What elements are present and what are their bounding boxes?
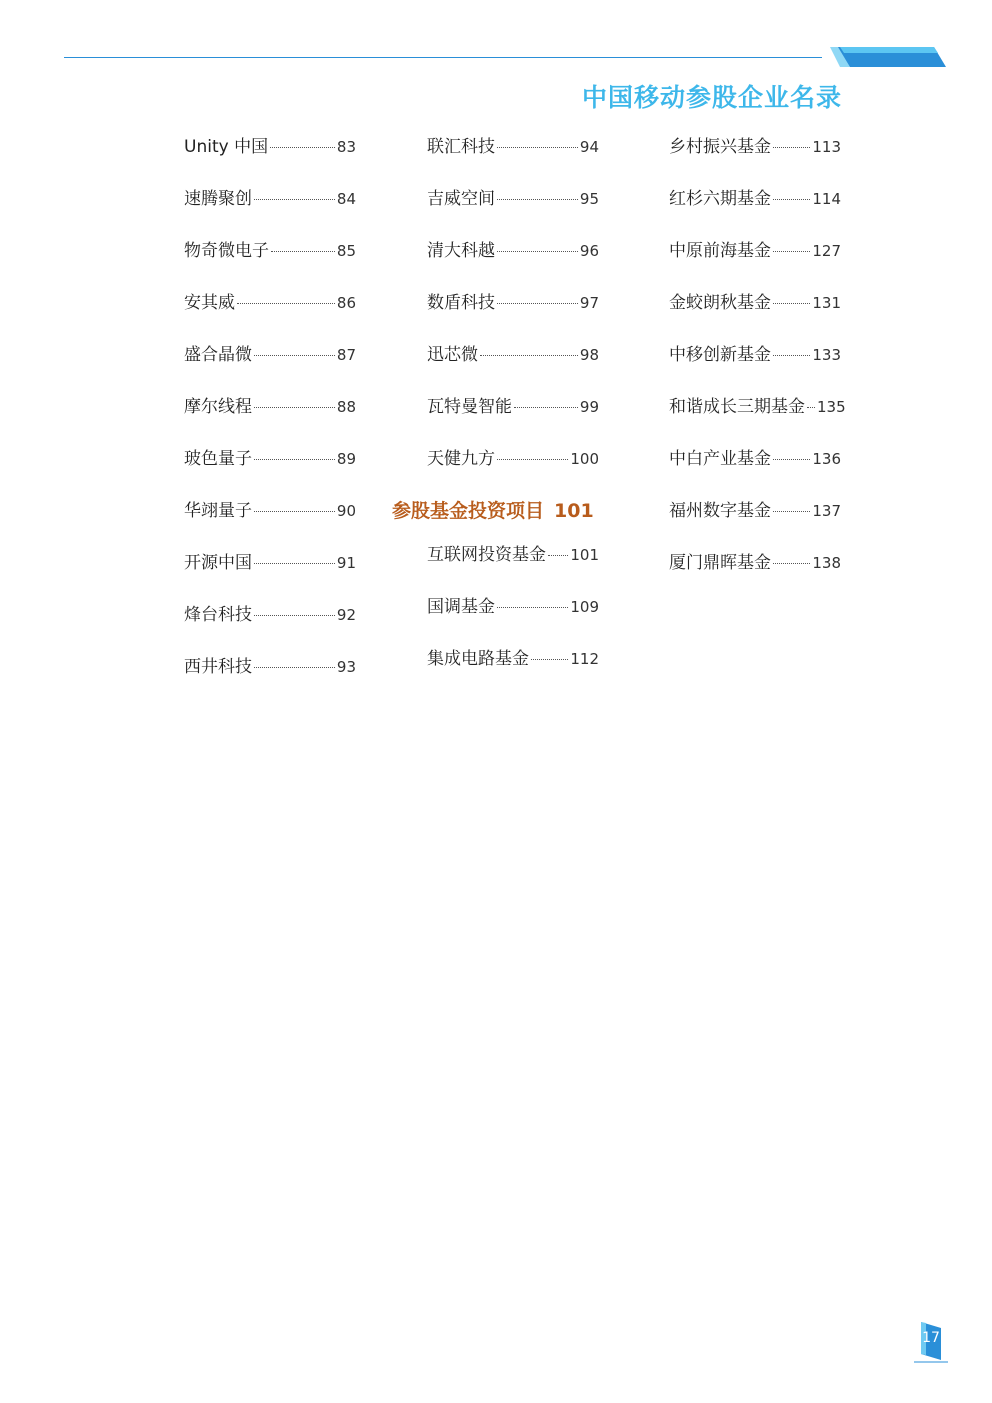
toc-entry-label: 数盾科技 — [427, 293, 495, 313]
toc-entry-label: 物奇微电子 — [184, 241, 269, 261]
toc-leader-dots — [514, 407, 578, 408]
page-number: 17 — [922, 1330, 940, 1346]
toc-entry-page: 95 — [579, 190, 599, 208]
toc-entry[interactable] — [669, 132, 841, 184]
toc-leader-dots — [254, 563, 335, 564]
toc-entry-label: 中原前海基金 — [669, 241, 771, 261]
toc-entry[interactable] — [669, 496, 841, 548]
toc-section-label: 参股基金投资项目 — [392, 500, 545, 522]
toc-entry-page: 93 — [336, 658, 356, 676]
toc-entry-page: 131 — [812, 294, 841, 312]
toc-entry-label: 国调基金 — [427, 597, 495, 617]
toc-entry[interactable] — [669, 340, 841, 392]
toc-entry[interactable] — [184, 236, 356, 288]
toc-entry-page: 87 — [336, 346, 356, 364]
toc-entry[interactable] — [184, 444, 356, 496]
toc-leader-dots — [254, 511, 335, 512]
toc-entry-page: 90 — [336, 502, 356, 520]
toc-column-2 — [392, 132, 599, 696]
toc-entry[interactable] — [184, 548, 356, 600]
toc-entry-label: 烽台科技 — [184, 605, 252, 625]
toc-leader-dots — [773, 303, 810, 304]
toc-leader-dots — [254, 199, 335, 200]
toc-entry-label: 华翊量子 — [184, 501, 252, 521]
toc-entry-page: 84 — [336, 190, 356, 208]
toc-leader-dots — [254, 667, 335, 668]
toc-leader-dots — [254, 459, 335, 460]
toc-entry-label: 速腾聚创 — [184, 189, 252, 209]
toc-entry[interactable] — [184, 600, 356, 652]
toc-entry[interactable] — [427, 644, 599, 696]
toc-entry[interactable] — [427, 592, 599, 644]
toc-entry[interactable] — [184, 132, 356, 184]
toc-entry[interactable] — [427, 288, 599, 340]
toc-leader-dots — [807, 407, 815, 408]
toc-entry-label: 安其威 — [184, 293, 235, 313]
toc-entry[interactable] — [184, 184, 356, 236]
toc-leader-dots — [773, 459, 810, 460]
toc-entry-label: 红杉六期基金 — [669, 189, 771, 209]
toc-entry-page: 136 — [812, 450, 841, 468]
toc-entry-page: 100 — [570, 450, 599, 468]
toc-section-heading[interactable] — [392, 496, 603, 540]
toc-entry-page: 86 — [336, 294, 356, 312]
toc-entry-label: 清大科越 — [427, 241, 495, 261]
toc-entry[interactable] — [669, 548, 841, 600]
toc-entry-label: 西井科技 — [184, 657, 252, 677]
toc-entry-page: 92 — [336, 606, 356, 624]
toc-entry-page: 114 — [812, 190, 841, 208]
toc-entry-label: 迅芯微 — [427, 345, 478, 365]
toc-entry[interactable] — [669, 392, 846, 444]
toc-section-page: 101 — [554, 500, 594, 522]
toc-entry-label: 中白产业基金 — [669, 449, 771, 469]
toc-leader-dots — [497, 459, 568, 460]
toc-entry[interactable] — [669, 288, 841, 340]
toc-leader-dots — [773, 563, 810, 564]
toc-entry[interactable] — [184, 652, 356, 704]
toc-entry-page: 112 — [570, 650, 599, 668]
toc-leader-dots — [548, 555, 568, 556]
toc-entry-page: 89 — [336, 450, 356, 468]
toc-entry[interactable] — [669, 444, 841, 496]
toc-entry[interactable] — [184, 340, 356, 392]
toc-entry-page: 133 — [812, 346, 841, 364]
toc-leader-dots — [773, 199, 810, 200]
toc-entry-label: 和谐成长三期基金 — [669, 397, 805, 417]
toc-entry[interactable] — [184, 392, 356, 444]
toc-entry-label: 联汇科技 — [427, 137, 495, 157]
toc-column-1 — [184, 132, 356, 704]
toc-entry-page: 138 — [812, 554, 841, 572]
toc-entry-page: 113 — [812, 138, 841, 156]
page-title: 中国移动参股企业名录 — [581, 83, 842, 112]
toc-entry-page: 101 — [570, 546, 599, 564]
toc-entry-label: 中移创新基金 — [669, 345, 771, 365]
toc-entry-label: 金蛟朗秋基金 — [669, 293, 771, 313]
toc-entry[interactable] — [184, 288, 356, 340]
toc-entry-label: 瓦特曼智能 — [427, 397, 512, 417]
toc-entry-page: 97 — [579, 294, 599, 312]
toc-leader-dots — [773, 511, 810, 512]
toc-leader-dots — [773, 147, 810, 148]
header-rule — [64, 57, 822, 58]
toc-entry-label: 福州数字基金 — [669, 501, 771, 521]
toc-leader-dots — [773, 251, 810, 252]
toc-leader-dots — [497, 303, 578, 304]
toc-entry-page: 91 — [336, 554, 356, 572]
toc-entry-page: 83 — [336, 138, 356, 156]
toc-entry-page: 137 — [812, 502, 841, 520]
toc-entry[interactable] — [427, 236, 599, 288]
toc-entry-label: 开源中国 — [184, 553, 252, 573]
toc-entry-page: 135 — [817, 398, 846, 416]
toc-column-3 — [669, 132, 846, 600]
toc-leader-dots — [497, 199, 578, 200]
toc-entry-label: 厦门鼎晖基金 — [669, 553, 771, 573]
toc-entry-page: 109 — [570, 598, 599, 616]
toc-entry-label: 集成电路基金 — [427, 649, 529, 669]
toc-entry-page: 98 — [579, 346, 599, 364]
toc-entry-page: 99 — [579, 398, 599, 416]
toc-leader-dots — [773, 355, 810, 356]
toc-leader-dots — [237, 303, 335, 304]
toc-entry[interactable] — [427, 392, 599, 444]
toc-leader-dots — [271, 251, 335, 252]
toc-leader-dots — [480, 355, 578, 356]
toc-leader-dots — [531, 659, 568, 660]
toc-leader-dots — [254, 615, 335, 616]
toc-entry[interactable] — [669, 184, 841, 236]
toc-entry-page: 94 — [579, 138, 599, 156]
toc-entry-label: 乡村振兴基金 — [669, 137, 771, 157]
toc-entry-label: 互联网投资基金 — [427, 545, 546, 565]
toc-entry[interactable] — [669, 236, 841, 288]
toc-entry-label: Unity 中国 — [184, 137, 269, 157]
toc-entry-label: 摩尔线程 — [184, 397, 252, 417]
toc-leader-dots — [497, 607, 568, 608]
toc-leader-dots — [254, 407, 335, 408]
toc-entry-label: 盛合晶微 — [184, 345, 252, 365]
toc-entry-label: 天健九方 — [427, 449, 495, 469]
toc-leader-dots — [270, 147, 335, 148]
toc-entry-page: 96 — [579, 242, 599, 260]
toc-entry-label: 吉威空间 — [427, 189, 495, 209]
toc-entry-page: 127 — [812, 242, 841, 260]
toc-entry-label: 玻色量子 — [184, 449, 252, 469]
toc-leader-dots — [497, 147, 578, 148]
toc-entry[interactable] — [427, 540, 599, 592]
toc-leader-dots — [254, 355, 335, 356]
toc-entry[interactable] — [427, 444, 599, 496]
toc-entry-page: 88 — [336, 398, 356, 416]
toc-entry[interactable] — [427, 184, 599, 236]
header-stripe-decoration — [830, 47, 948, 67]
toc-entry-page: 85 — [336, 242, 356, 260]
toc-entry[interactable] — [427, 132, 599, 184]
toc-entry[interactable] — [427, 340, 599, 392]
toc-leader-dots — [497, 251, 578, 252]
toc-entry[interactable] — [184, 496, 356, 548]
